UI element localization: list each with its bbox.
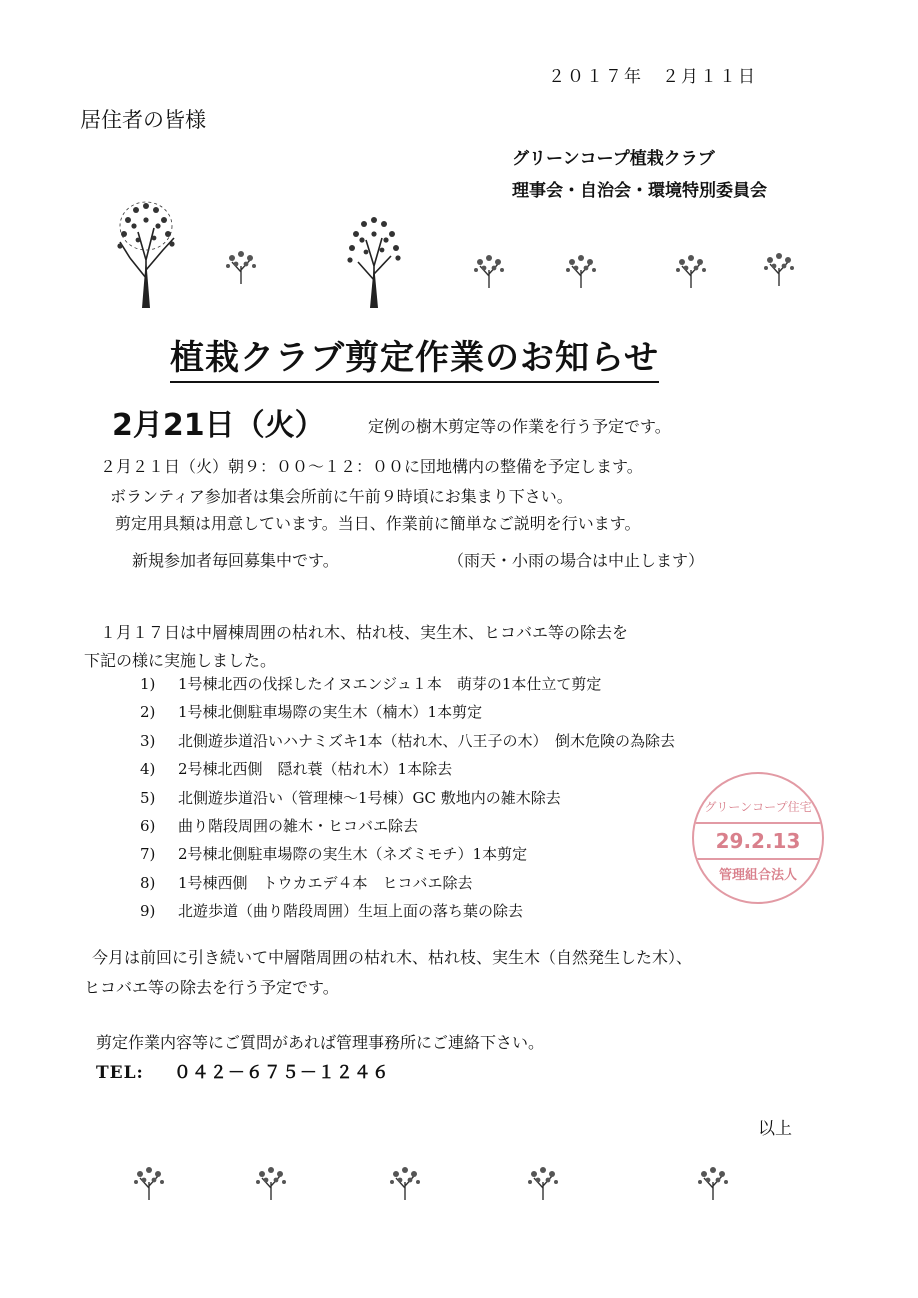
list-item-number: 7) — [140, 845, 156, 864]
list-item — [140, 698, 675, 726]
addressee: 居住者の皆様 — [80, 108, 206, 132]
future-plan: 今月は前回に引き続いて中層階周囲の枯れ木、枯れ枝、実生木（自然発生した木）、 — [92, 948, 693, 967]
list-item — [140, 727, 675, 755]
list-item — [140, 840, 675, 868]
list-item — [140, 812, 675, 840]
small-tree-icon — [694, 1162, 732, 1202]
list-item-text: 1号棟北西の伐採したイヌエンジュ１本 萌芽の1本仕立て剪定 — [178, 675, 602, 693]
list-item-number: 3) — [140, 731, 156, 750]
document-date: ２０１７年 ２月１１日 — [548, 67, 757, 87]
small-tree-icon — [222, 246, 260, 286]
list-item-number: 8) — [140, 873, 156, 892]
organization-committees: 理事会・自治会・環境特別委員会 — [512, 181, 767, 201]
list-item-text: 北側遊歩道沿い（管理棟～1号棟）GC 敷地内の雑木除去 — [178, 788, 561, 807]
small-tree-icon — [562, 250, 600, 290]
list-item — [140, 897, 675, 925]
details-line: ２月２１日（火）朝９：００～１２：００に団地構内の整備を予定します。 — [100, 457, 643, 476]
list-item-number: 6) — [140, 816, 156, 835]
list-item-number: 2) — [140, 703, 156, 722]
list-item-number: 9) — [140, 902, 156, 921]
stamp-top-text: グリーンコープ住宅 — [704, 800, 812, 814]
notice-title: 植栽クラブ剪定作業のお知らせ — [170, 330, 659, 383]
list-item-text: 2号棟北側駐車場際の実生木（ネズミモチ）1本剪定 — [178, 845, 528, 864]
list-item-text: 1号棟北側駐車場際の実生木（楠木）1本剪定 — [178, 703, 483, 722]
details-line: 剪定用具類は用意しています。当日、作業前に簡単なご説明を行います。 — [115, 514, 641, 533]
future-plan: ヒコバエ等の除去を行う予定です。 — [84, 978, 339, 997]
list-item-text: 1号棟西側 トウカエデ４本 ヒコバエ除去 — [178, 873, 473, 892]
closing-mark: 以上 — [758, 1119, 792, 1139]
list-item-text: 2号棟北西側 隠れ蓑（枯れ木）1本除去 — [178, 760, 453, 779]
phone-number — [96, 1058, 390, 1083]
list-item — [140, 784, 675, 812]
recruitment-line: 新規参加者毎回募集中です。 — [132, 551, 339, 570]
list-item — [140, 869, 675, 897]
small-tree-icon — [470, 250, 508, 290]
received-stamp — [692, 772, 824, 904]
phone-value: ０４２－６７５－１２４６ — [173, 1063, 390, 1083]
small-tree-icon — [130, 1162, 168, 1202]
large-tree-icon — [108, 198, 184, 310]
list-item — [140, 755, 675, 783]
list-item-number: 4) — [140, 760, 156, 779]
small-tree-icon — [760, 248, 798, 288]
report-intro: １月１７日は中層棟周囲の枯れ木、枯れ枝、実生木、ヒコバエ等の除去を — [100, 623, 629, 642]
large-tree-icon — [336, 214, 412, 310]
event-note: 定例の樹木剪定等の作業を行う予定です。 — [368, 417, 671, 436]
contact-line: 剪定作業内容等にご質問があれば管理事務所にご連絡下さい。 — [96, 1033, 545, 1052]
small-tree-icon — [524, 1162, 562, 1202]
organization-name: グリーンコープ植栽クラブ — [512, 149, 715, 169]
list-item-text: 曲り階段周囲の雑木・ヒコバエ除去 — [178, 816, 419, 835]
list-item-number: 5) — [140, 788, 156, 807]
small-tree-icon — [386, 1162, 424, 1202]
weather-note: （雨天・小雨の場合は中止します） — [448, 551, 705, 570]
event-date: 2月21日（火） — [112, 408, 325, 443]
list-item-text: 北遊歩道（曲り階段周囲）生垣上面の落ち葉の除去 — [178, 902, 524, 921]
list-item-text: 北側遊歩道沿いハナミズキ1本（枯れ木、八王子の木） 倒木危険の為除去 — [178, 731, 676, 750]
small-tree-icon — [672, 250, 710, 290]
stamp-bottom-text: 管理組合法人 — [718, 868, 797, 883]
small-tree-icon — [252, 1162, 290, 1202]
report-intro: 下記の様に実施しました。 — [84, 651, 277, 670]
details-line: ボランティア参加者は集会所前に午前９時頃にお集まり下さい。 — [110, 487, 573, 506]
work-list — [140, 670, 675, 926]
phone-label: TEL: — [96, 1063, 144, 1083]
list-item-number: 1) — [140, 675, 156, 693]
stamp-date: 29.2.13 — [694, 822, 822, 860]
list-item — [140, 670, 675, 698]
